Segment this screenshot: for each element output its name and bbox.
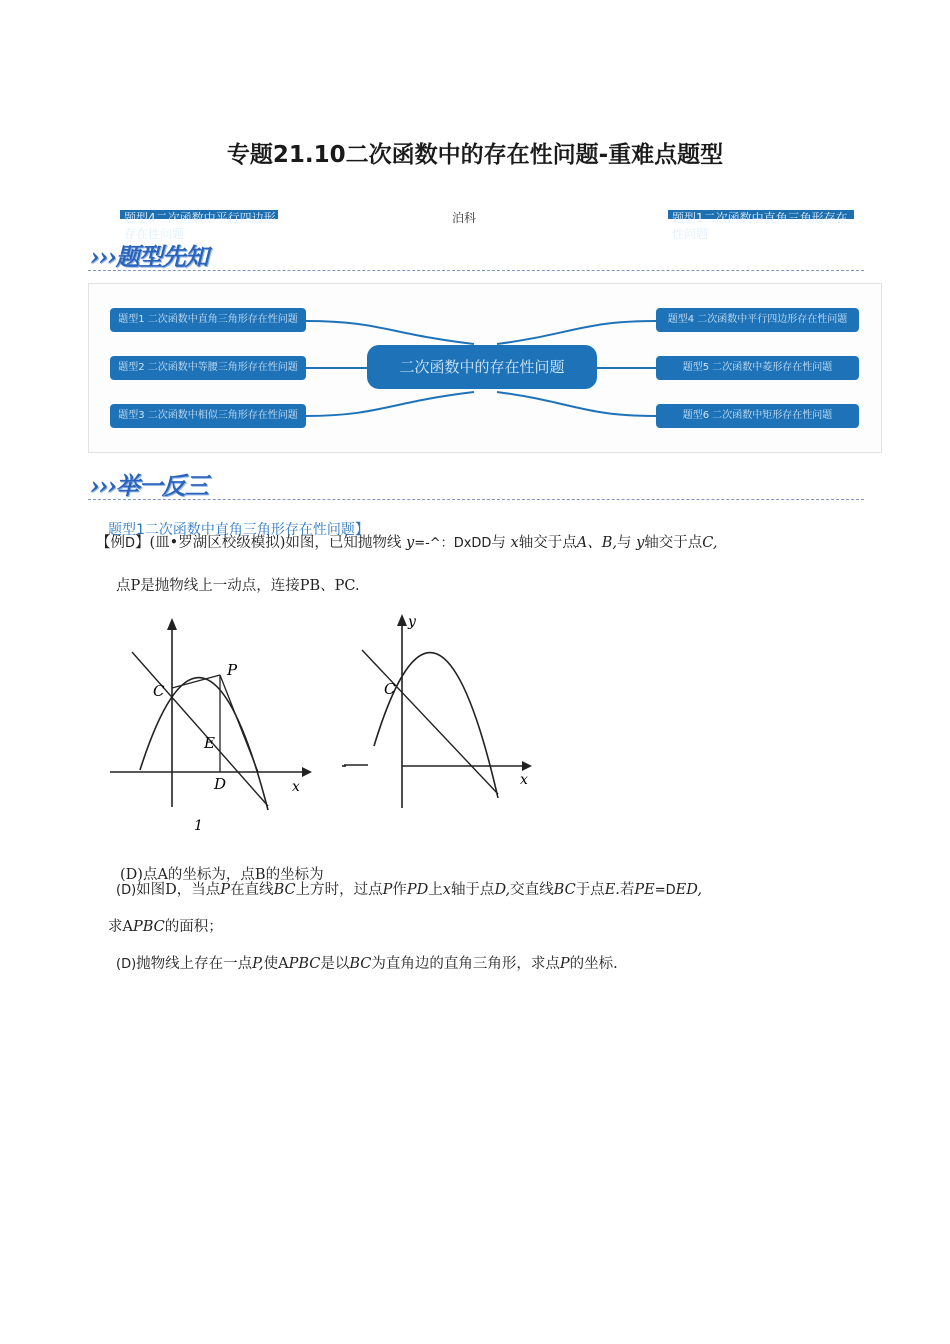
points-ab: A、B, (576, 535, 617, 551)
mindmap-node-type2: 题型2 二次函数中等腰三角形存在性问题 (110, 356, 306, 380)
text: 的面积； (164, 919, 223, 935)
point-d: D, (494, 882, 511, 898)
label-d: D (214, 775, 227, 793)
section-title: 题型1二次函数中直角三角形存在性问题】 (108, 522, 369, 538)
text: 上方时，过点 (295, 882, 383, 898)
mindmap-node-type6: 题型6 二次函数中矩形存在性问题 (656, 404, 859, 428)
divider (88, 499, 864, 500)
figure-1 (100, 612, 320, 842)
equation-tail: DxDD (453, 536, 492, 551)
segment-ed: ED, (675, 882, 702, 898)
segment-pd: PD (406, 882, 429, 898)
point-p: P (559, 956, 570, 972)
point-p: P (220, 882, 231, 898)
text: 使A (263, 956, 289, 972)
text: 在直线 (230, 882, 274, 898)
label-x: x (520, 772, 528, 788)
mindmap-node-type4: 题型4 二次函数中平行四边形存在性问题 (656, 308, 859, 332)
text: 于点 (575, 882, 605, 898)
triangle-pbc: PBC (132, 919, 165, 935)
label-c: C (384, 680, 396, 698)
banner-examples: ›››举一反三 (90, 471, 208, 500)
text: 若 (619, 882, 635, 898)
point-p: P, (252, 956, 264, 972)
text: 上 (428, 882, 443, 898)
point-e: E. (604, 882, 620, 898)
line-bc: BC (553, 882, 576, 898)
var-x: x (510, 535, 519, 551)
example-label-end: 】 (135, 535, 150, 551)
text: 轴于点 (450, 882, 495, 898)
question-number: (D) (116, 957, 137, 972)
text: 求A (108, 919, 133, 935)
text: 抛物线上存在一点 (136, 956, 253, 972)
segment-pe: PE (634, 882, 655, 898)
label-x: x (292, 779, 300, 795)
text: 的坐标. (569, 956, 618, 972)
triangle-pbc: PBC (288, 956, 321, 972)
text: 为直角边的直角三角形，求点 (371, 956, 560, 972)
mindmap-node-type5: 题型5 二次函数中菱形存在性问题 (656, 356, 859, 380)
example-statement (96, 533, 717, 554)
text: 作 (392, 882, 407, 898)
text: 轴交于点 (644, 535, 703, 551)
header-tag-left: 题型4二次函数中平行四边形存在性问题 (120, 210, 278, 219)
text: 是以 (320, 956, 350, 972)
label-c: C (153, 682, 165, 700)
var-y: y (636, 535, 645, 551)
point-c: C, (702, 535, 718, 551)
mindmap-node-type1: 题型1 二次函数中直角三角形存在性问题 (110, 308, 306, 332)
example-number: D (125, 536, 136, 551)
figure-caption: 1 (194, 818, 203, 834)
banner-question-types: ›››题型先知 (90, 242, 208, 271)
var-x: x (442, 882, 451, 898)
question-2-line-2 (108, 917, 223, 937)
var-y: y (406, 535, 415, 551)
text: 轴交于点 (518, 535, 577, 551)
question-number: (D) (116, 883, 137, 898)
label-y: y (408, 614, 416, 630)
question-1: (D)点A的坐标为，点B的坐标为 (120, 867, 324, 883)
page-title: 专题21.10二次函数中的存在性问题-重难点题型 (226, 142, 724, 168)
header-tag-right: 题型1二次函数中直角三角形存在性问题 (668, 210, 854, 219)
example-line-2: 点P是抛物线上一动点，连接PB、PC. (116, 578, 360, 594)
example-source: (皿•罗湖区校级模拟)如图，已知抛物线 (149, 535, 402, 551)
mindmap-node-type3: 题型3 二次函数中相似三角形存在性问题 (110, 404, 306, 428)
question-2 (116, 880, 702, 901)
equation-body: =-^： (414, 536, 454, 551)
example-label: 【例 (96, 535, 125, 551)
text: 如图D，当点 (136, 882, 221, 898)
header-tag-middle: 泊科 (452, 211, 477, 225)
text: 交直线 (510, 882, 554, 898)
point-p: P (382, 882, 393, 898)
label-p: P (227, 661, 238, 679)
divider (88, 270, 864, 271)
mindmap (88, 283, 882, 453)
text: =D (654, 883, 676, 898)
line-bc: BC (349, 956, 372, 972)
text: 与 (491, 535, 506, 551)
label-e: E (204, 734, 215, 752)
question-3 (116, 954, 618, 975)
text: 与 (616, 535, 632, 551)
line-bc: BC (273, 882, 296, 898)
figure-2 (338, 606, 538, 816)
mindmap-center: 二次函数中的存在性问题 (367, 345, 597, 389)
